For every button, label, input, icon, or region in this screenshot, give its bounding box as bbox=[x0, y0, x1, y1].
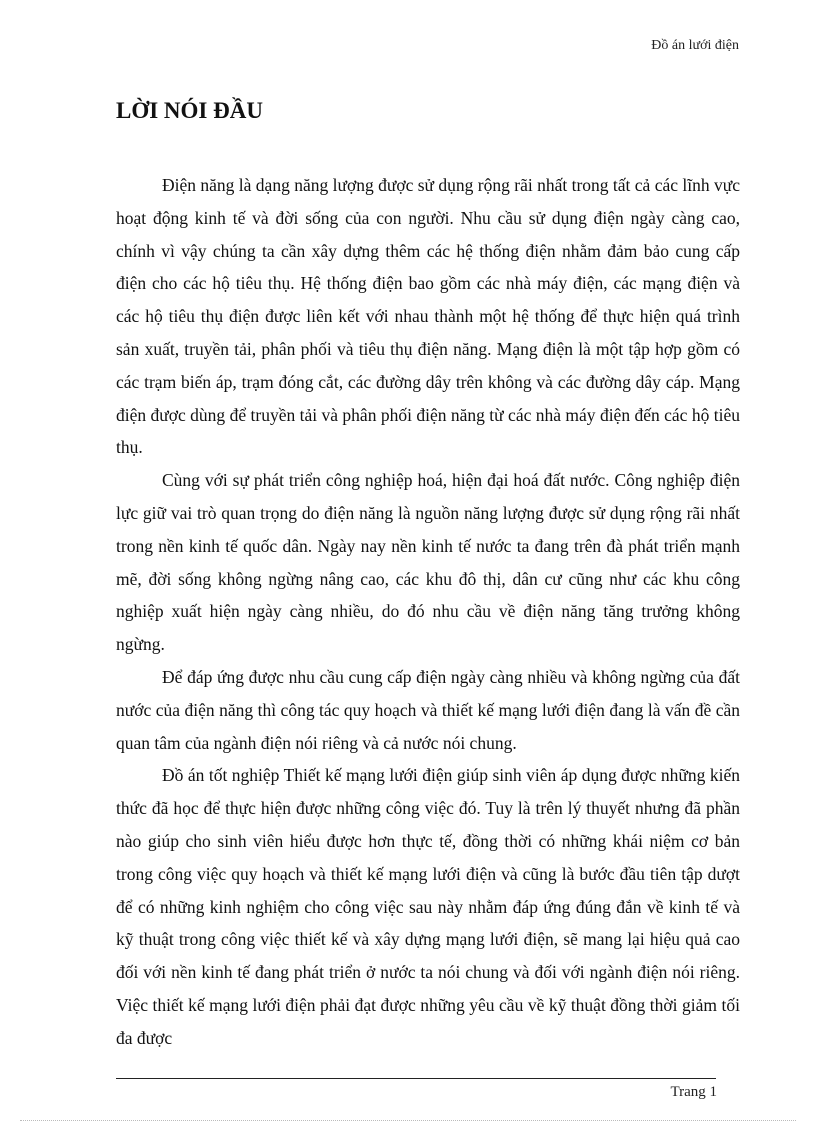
running-header: Đồ án lưới điện bbox=[651, 38, 739, 53]
paragraph: Đồ án tốt nghiệp Thiết kế mạng lưới điện giúp sinh viên áp dụng được những kiến thức đã học để thực hiện được những công việc đó. Tuy là trên lý thuyết nhưng đã phần nào giúp cho sinh viên hiểu được hơn thực tế, đồng thời có những khái niệm cơ bản trong công việc quy hoạch và thiết kế mạng lưới điện và cũng là bước đầu tiên tập dượt để có những kinh nghiệm cho công việc sau này nhằm đáp ứng đúng đắn về kinh tế và kỹ thuật trong công việc thiết kế và xây dựng mạng lưới điện, sẽ mang lại hiệu quả cao đối với nền kinh tế đang phát triển ở nước ta nói chung và đối với ngành điện nói riêng. Việc thiết kế mạng lưới điện phải đạt được những yêu cầu về kỹ thuật đồng thời giảm tối đa được bbox=[116, 765, 740, 1048]
body-text bbox=[116, 169, 740, 1055]
page-title: LỜI NÓI ĐẦU bbox=[116, 98, 263, 123]
paragraph: Cùng với sự phát triển công nghiệp hoá, hiện đại hoá đất nước. Công nghiệp điện lực giữ vai trò quan trọng do điện năng là nguồn năng lượng được sử dụng rộng rãi nhất trong nền kinh tế quốc dân. Ngày nay nền kinh tế nước ta đang trên đà phát triển mạnh mẽ, đời sống không ngừng nâng cao, các khu đô thị, dân cư cũng như các khu công nghiệp xuất hiện ngày càng nhiều, do đó nhu cầu về điện năng tăng trưởng không ngừng. bbox=[116, 470, 740, 655]
page-number: Trang 1 bbox=[670, 1084, 717, 1100]
paragraph: Để đáp ứng được nhu cầu cung cấp điện ngày càng nhiều và không ngừng của đất nước của điện năng thì công tác quy hoạch và thiết kế mạng lưới điện đang là vấn đề cần quan tâm của ngành điện nói riêng và cả nước nói chung. bbox=[116, 666, 740, 753]
paragraph: Điện năng là dạng năng lượng được sử dụng rộng rãi nhất trong tất cả các lĩnh vực hoạt động kinh tế và đời sống của con người. Nhu cầu sử dụng điện ngày càng cao, chính vì vậy chúng ta cần xây dựng thêm các hệ thống điện nhằm đảm bảo cung cấp điện cho các hộ tiêu thụ. Hệ thống điện bao gồm các nhà máy điện, các mạng điện và các hộ tiêu thụ điện được liên kết với nhau thành một hệ thống để thực hiện quá trình sản xuất, truyền tải, phân phối và tiêu thụ điện năng. Mạng điện là một tập hợp gồm có các trạm biến áp, trạm đóng cắt, các đường dây trên không và các đường dây cáp. Mạng điện được dùng để truyền tải và phân phối điện năng từ các nhà máy điện đến các hộ tiêu thụ. bbox=[116, 175, 740, 458]
footer-divider bbox=[116, 1078, 716, 1079]
page-bottom-edge bbox=[20, 1120, 796, 1121]
